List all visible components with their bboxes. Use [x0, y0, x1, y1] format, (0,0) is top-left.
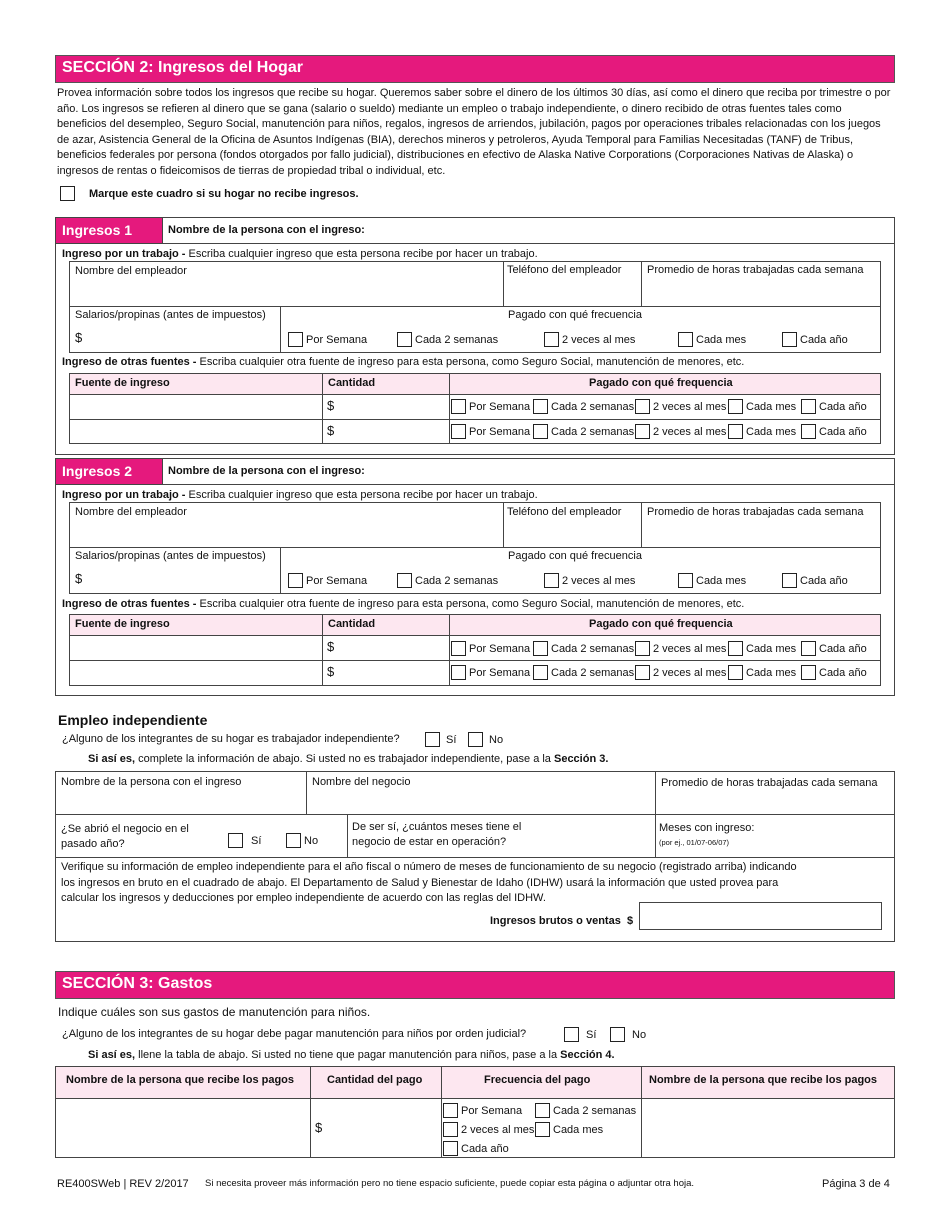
footer-note: Si necesita proveer más información pero no tiene espacio suficiente, puede copiar esta página o adjuntar otra hoja.: [205, 1178, 695, 1189]
checkbox[interactable]: [610, 1027, 625, 1042]
section3-header: [55, 971, 895, 999]
checkbox[interactable]: [635, 641, 650, 656]
checkbox[interactable]: [635, 665, 650, 680]
checkbox[interactable]: [728, 399, 743, 414]
no-income-row: [60, 186, 359, 201]
income-1-job-freq-twice-month[interactable]: 2 veces al mes: [544, 332, 635, 347]
checkbox[interactable]: [801, 665, 816, 680]
section3-subtitle: Indique cuáles son sus gastos de manutención para niños.: [58, 1005, 371, 1019]
income-2-wages-dollar: $: [75, 571, 83, 586]
se-business-label: Nombre del negocio: [312, 776, 411, 788]
checkbox[interactable]: [443, 1103, 458, 1118]
checkbox[interactable]: [678, 573, 693, 588]
se-opened-question: ¿Se abrió el negocio en el pasado año?: [61, 823, 189, 850]
checkbox[interactable]: [801, 424, 816, 439]
checkbox[interactable]: [397, 573, 412, 588]
income-1-row2-twice-month[interactable]: 2 veces al mes: [635, 424, 726, 439]
checkbox[interactable]: [397, 332, 412, 347]
income-1-person-label: Nombre de la persona con el ingreso:: [168, 224, 365, 236]
support-col4-header: Nombre de la persona que recibe los pagos: [649, 1074, 878, 1086]
income-1-employer-phone-label: Teléfono del empleador: [507, 264, 622, 276]
checkbox[interactable]: [443, 1122, 458, 1137]
checkbox[interactable]: [533, 399, 548, 414]
income-1-employer-label: Nombre del empleador: [75, 265, 187, 277]
income-1-row2-monthly[interactable]: Cada mes: [728, 424, 796, 439]
checkbox[interactable]: [228, 833, 243, 848]
income-1-job-freq-biweekly[interactable]: Cada 2 semanas: [397, 332, 498, 347]
se-gross-label: Ingresos brutos o ventas $: [490, 915, 634, 927]
checkbox[interactable]: [451, 424, 466, 439]
section3-title: SECCIÓN 3: Gastos: [62, 975, 213, 992]
income-1-row2-dollar: $: [327, 423, 335, 438]
income-1-job-line: Ingreso por un trabajo - Escriba cualquier ingreso que esta persona recibe por hacer un trabajo.: [62, 248, 538, 260]
income-2-amount-header: Cantidad: [328, 618, 376, 630]
section2-header: [55, 55, 895, 83]
income-2-employer-label: Nombre del empleador: [75, 506, 187, 518]
section2-intro: Provea información sobre todos los ingresos que recibe su hogar. Queremos saber sobre el dinero de los últimos 30 días, así como el dinero que reciba por trimestre o por año. Los ingresos se refieren al dinero que se gana (salario o sueldo) mediante un empleo o trabajo independiente, o dinero recibido de otras fuentes tales como beneficios del desempleo, Seguro Social, manutención para niños, regalos, ingresos de arriendos, jubilación, pagos por operaciones tribales relacionadas con los juegos de azar, Asistencia General de la Oficina de Asuntos Indígenas (BIA), derechos mineros y petroleros, Ayuda Temporal para Familias Necesitadas (TANF) de Tribus, beneficios federales por persona (fondos otorgados por fallo judicial), distribuciones en efectivo de Alaska Native Corporations (Corporaciones Nativas de Alaska) o ingresos de rentas o fideicomisos de tierras de propiedad tribal o individual, etc.: [57, 87, 891, 177]
income-1-title: Ingresos 1: [56, 218, 162, 243]
checkbox[interactable]: [635, 424, 650, 439]
income-2-row2-dollar: $: [327, 664, 335, 679]
income-2-job-freq-biweekly[interactable]: Cada 2 semanas: [397, 573, 498, 588]
income-2-row2-monthly[interactable]: Cada mes: [728, 665, 796, 680]
income-2-other-header: [69, 614, 881, 636]
section3-no[interactable]: No: [610, 1027, 646, 1042]
income-1-row2-weekly[interactable]: Por Semana: [451, 424, 530, 439]
support-freq-twice-month[interactable]: 2 veces al mes: [443, 1122, 534, 1137]
checkbox[interactable]: [468, 732, 483, 747]
se-verify-text: Verifique su información de empleo independiente para el año fiscal o número de meses de funcionamiento de su negocio (registrado arriba) indicando los ingresos en bruto en el cuadrado de abajo. El Departamento de Salud y Bienestar de Idaho (IDHW) usará la información que usted provea para calcular los ingresos y deducciones por empleo independiente de acuerdo con las reglas del IDHW.: [61, 861, 797, 904]
footer-form-id: RE400SWeb | REV 2/2017: [57, 1178, 189, 1190]
self-employment-instructions: Si así es, complete la información de abajo. Si usted no es trabajador independiente, pase a la Sección 3.: [88, 753, 609, 765]
self-employment-yes[interactable]: Sí: [425, 732, 456, 747]
checkbox[interactable]: [801, 399, 816, 414]
checkbox[interactable]: [443, 1141, 458, 1156]
no-income-label: Marque este cuadro si su hogar no recibe ingresos.: [89, 187, 359, 200]
support-dollar: $: [315, 1120, 323, 1135]
se-months-income-label: Meses con ingreso:: [659, 822, 755, 834]
income-1-source-header: Fuente de ingreso: [75, 377, 170, 389]
income-1-row1-twice-month[interactable]: 2 veces al mes: [635, 399, 726, 414]
income-1-job-freq-weekly[interactable]: Por Semana: [288, 332, 367, 347]
checkbox[interactable]: [288, 332, 303, 347]
se-avg-hours-label: Promedio de horas trabajadas cada semana: [661, 777, 878, 789]
se-opened-yes[interactable]: Sí: [228, 833, 261, 848]
income-1-other-line: Ingreso de otras fuentes - Escriba cualquier otra fuente de ingreso para esta persona, como Seguro Social, manutención de menores, etc.: [62, 356, 745, 368]
self-employment-title: Empleo independiente: [58, 712, 208, 728]
section3-instructions: Si así es, llene la tabla de abajo. Si usted no tiene que pagar manutención para niños, pase a la Sección 4.: [88, 1049, 615, 1061]
se-opened-no[interactable]: No: [286, 833, 318, 848]
income-2-employer-phone-label: Teléfono del empleador: [507, 506, 622, 518]
income-1-person-input[interactable]: [290, 221, 890, 241]
income-1-row2-biweekly[interactable]: Cada 2 semanas: [533, 424, 634, 439]
income-1-paid-freq-label: Pagado con qué frecuencia: [508, 309, 642, 321]
income-2-wages-label: Salarios/propinas (antes de impuestos): [75, 550, 266, 562]
self-employment-no[interactable]: No: [468, 732, 503, 747]
checkbox[interactable]: [564, 1027, 579, 1042]
checkbox[interactable]: [288, 573, 303, 588]
no-income-checkbox[interactable]: [60, 186, 75, 201]
se-gross-input[interactable]: [639, 902, 882, 930]
checkbox[interactable]: [533, 641, 548, 656]
income-2-other-line: Ingreso de otras fuentes - Escriba cualquier otra fuente de ingreso para esta persona, como Seguro Social, manutención de menores, etc.: [62, 598, 745, 610]
support-col3-header: Frecuencia del pago: [484, 1074, 591, 1086]
checkbox[interactable]: [678, 332, 693, 347]
checkbox[interactable]: [728, 665, 743, 680]
income-1-row1-weekly[interactable]: Por Semana: [451, 399, 530, 414]
income-2-person-label: Nombre de la persona con el ingreso:: [168, 465, 365, 477]
checkbox[interactable]: [635, 399, 650, 414]
income-2-row2-weekly[interactable]: Por Semana: [451, 665, 530, 680]
checkbox[interactable]: [535, 1122, 550, 1137]
checkbox[interactable]: [782, 332, 797, 347]
support-freq-weekly[interactable]: Por Semana: [443, 1103, 522, 1118]
income-2-row2-twice-month[interactable]: 2 veces al mes: [635, 665, 726, 680]
se-months-income-example: (por ej., 01/07-06/07): [659, 838, 730, 847]
checkbox[interactable]: [544, 332, 559, 347]
income-1-row1-monthly[interactable]: Cada mes: [728, 399, 796, 414]
section3-question: ¿Alguno de los integrantes de su hogar debe pagar manutención para niños por orden judicial?: [62, 1028, 527, 1040]
checkbox[interactable]: [782, 573, 797, 588]
income-1-freq-header: Pagado con qué frequencia: [589, 377, 733, 389]
checkbox[interactable]: [533, 665, 548, 680]
income-2-row1-dollar: $: [327, 639, 335, 654]
income-2-title: Ingresos 2: [56, 459, 162, 484]
checkbox[interactable]: [451, 399, 466, 414]
income-2-job-freq-twice-month[interactable]: 2 veces al mes: [544, 573, 635, 588]
income-1-row1-yearly[interactable]: Cada año: [801, 399, 867, 414]
income-2-freq-header: Pagado con qué frequencia: [589, 618, 733, 630]
income-2-avg-hours-label: Promedio de horas trabajadas cada semana: [647, 506, 864, 518]
support-freq-yearly[interactable]: Cada año: [443, 1141, 509, 1156]
income-1-wages-label: Salarios/propinas (antes de impuestos): [75, 309, 266, 321]
income-2-job-line: Ingreso por un trabajo - Escriba cualquier ingreso que esta persona recibe por hacer un trabajo.: [62, 489, 538, 501]
income-1-other-header: [69, 373, 881, 395]
checkbox[interactable]: [286, 833, 301, 848]
income-2-row1-twice-month[interactable]: 2 veces al mes: [635, 641, 726, 656]
se-months-question: De ser sí, ¿cuántos meses tiene el negocio de estar en operación?: [352, 821, 522, 848]
income-2-row2-yearly[interactable]: Cada año: [801, 665, 867, 680]
income-2-job-freq-weekly[interactable]: Por Semana: [288, 573, 367, 588]
section2-title: SECCIÓN 2: Ingresos del Hogar: [62, 59, 303, 76]
income-2-paid-freq-label: Pagado con qué frecuencia: [508, 550, 642, 562]
income-2-row1-weekly[interactable]: Por Semana: [451, 641, 530, 656]
income-2-row1-yearly[interactable]: Cada año: [801, 641, 867, 656]
income-1-amount-header: Cantidad: [328, 377, 376, 389]
income-2-row1-monthly[interactable]: Cada mes: [728, 641, 796, 656]
support-col1-header: Nombre de la persona que recibe los pagos: [66, 1074, 295, 1086]
income-1-wages-dollar: $: [75, 330, 83, 345]
income-2-row1-biweekly[interactable]: Cada 2 semanas: [533, 641, 634, 656]
checkbox[interactable]: [451, 641, 466, 656]
income-1-row1-dollar: $: [327, 398, 335, 413]
checkbox[interactable]: [544, 573, 559, 588]
footer-page: Página 3 de 4: [822, 1178, 890, 1190]
income-1-job-freq-yearly[interactable]: Cada año: [782, 332, 848, 347]
checkbox[interactable]: [533, 424, 548, 439]
income-1-job-freq-monthly[interactable]: Cada mes: [678, 332, 746, 347]
self-employment-question: ¿Alguno de los integrantes de su hogar es trabajador independiente?: [62, 733, 400, 745]
se-person-label: Nombre de la persona con el ingreso: [61, 776, 242, 788]
income-2-person-input[interactable]: [290, 462, 890, 482]
checkbox[interactable]: [728, 424, 743, 439]
checkbox[interactable]: [451, 665, 466, 680]
checkbox[interactable]: [535, 1103, 550, 1118]
support-freq-biweekly[interactable]: Cada 2 semanas: [535, 1103, 636, 1118]
support-freq-monthly[interactable]: Cada mes: [535, 1122, 603, 1137]
checkbox[interactable]: [425, 732, 440, 747]
income-1-row2-yearly[interactable]: Cada año: [801, 424, 867, 439]
section3-yes[interactable]: Sí: [564, 1027, 596, 1042]
income-1-avg-hours-label: Promedio de horas trabajadas cada semana: [647, 264, 864, 276]
income-2-job-freq-yearly[interactable]: Cada año: [782, 573, 848, 588]
income-2-job-freq-monthly[interactable]: Cada mes: [678, 573, 746, 588]
checkbox[interactable]: [801, 641, 816, 656]
support-col2-header: Cantidad del pago: [327, 1074, 423, 1086]
checkbox[interactable]: [728, 641, 743, 656]
income-2-source-header: Fuente de ingreso: [75, 618, 170, 630]
income-1-row1-biweekly[interactable]: Cada 2 semanas: [533, 399, 634, 414]
income-2-row2-biweekly[interactable]: Cada 2 semanas: [533, 665, 634, 680]
